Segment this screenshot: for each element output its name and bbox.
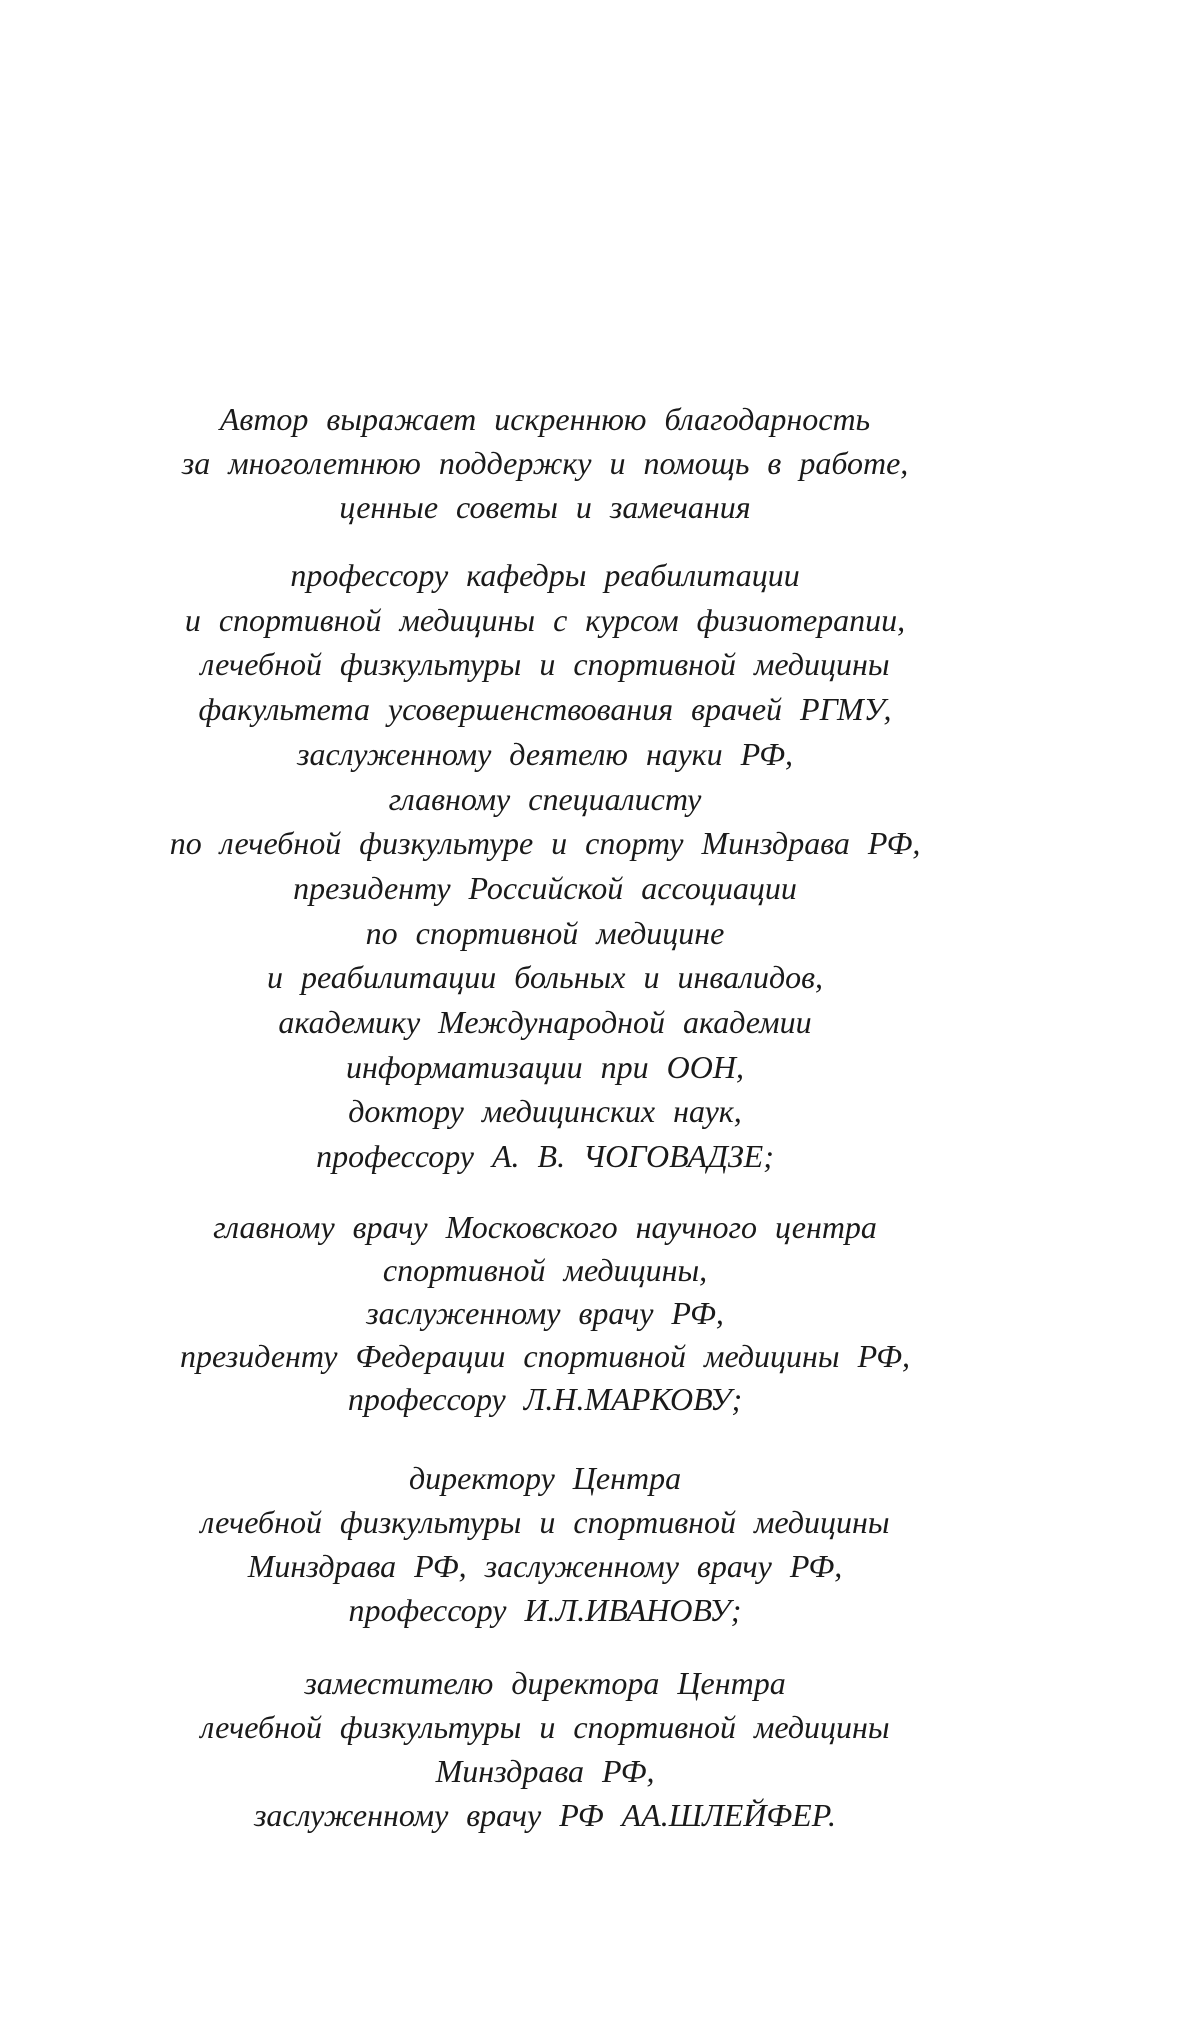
acknowledgement-line: лечебной физкультуры и спортивной медицины: [200, 1504, 890, 1540]
intro-line: за многолетнюю поддержку и помощь в работе,: [181, 445, 909, 481]
acknowledgement-line: Минздрава РФ, заслуженному врачу РФ,: [247, 1548, 843, 1584]
acknowledgement-line: главному врачу Московского научного центра: [213, 1209, 877, 1245]
acknowledgement-line: доктору медицинских наук,: [348, 1093, 742, 1130]
acknowledgement-line: спортивной медицины,: [382, 1252, 708, 1288]
acknowledgement-line: лечебной физкультуры и спортивной медицины: [200, 646, 890, 683]
acknowledgement-line: академику Международной академии: [278, 1004, 812, 1041]
acknowledgement-line: профессору кафедры реабилитации: [290, 557, 800, 593]
intro-line: ценные советы и замечания: [339, 489, 751, 525]
intro-line: Автор выражает искреннюю благодарность: [219, 401, 871, 437]
acknowledgement-line: Минздрава РФ,: [435, 1753, 655, 1789]
acknowledgement-line: профессору А. В. ЧОГОВАДЗЕ;: [316, 1138, 774, 1175]
acknowledgement-line: факультета усовершенствования врачей РГМУ,: [198, 691, 892, 728]
acknowledgement-line: директору Центра: [408, 1460, 682, 1496]
acknowledgement-line: заслуженному врачу РФ,: [366, 1295, 724, 1331]
acknowledgement-line: заслуженному деятелю науки РФ,: [296, 735, 794, 772]
acknowledgement-line: главному специалисту: [388, 780, 702, 817]
acknowledgement-markov: [0, 1206, 1090, 1421]
acknowledgement-shleifer: [0, 1661, 1090, 1837]
acknowledgement-line: информатизации при ООН,: [346, 1048, 744, 1085]
acknowledgement-line: по лечебной физкультуре и спорту Минздрава РФ,: [169, 825, 921, 862]
acknowledgement-ivanov: [0, 1456, 1090, 1632]
acknowledgement-line: президенту Федерации спортивной медицины РФ,: [180, 1338, 910, 1374]
acknowledgement-line: и реабилитации больных и инвалидов,: [266, 959, 824, 996]
acknowledgement-line: по спортивной медицине: [365, 914, 725, 951]
acknowledgement-line: профессору И.Л.ИВАНОВУ;: [348, 1592, 742, 1628]
acknowledgement-line: президенту Российской ассоциации: [293, 869, 797, 906]
acknowledgement-line: и спортивной медицины с курсом физиотерапии,: [184, 601, 906, 638]
acknowledgement-line: заместителю директора Центра: [304, 1665, 786, 1701]
acknowledgement-line: лечебной физкультуры и спортивной медицины: [200, 1709, 890, 1745]
acknowledgement-line: профессору Л.Н.МАРКОВУ;: [347, 1381, 743, 1417]
acknowledgement-line: заслуженному врачу РФ АА.ШЛЕЙФЕР.: [253, 1797, 837, 1833]
intro-paragraph: [0, 397, 1090, 529]
acknowledgement-chogovadze: [0, 553, 1090, 1179]
